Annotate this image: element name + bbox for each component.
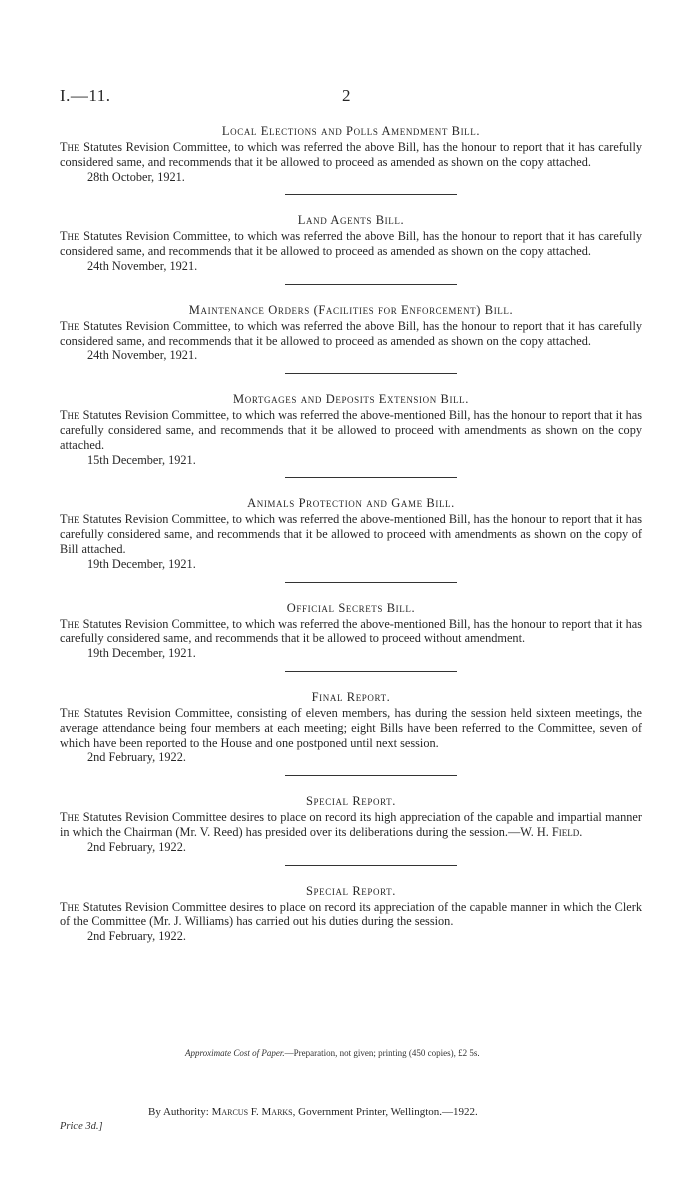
printer-imprint — [148, 1106, 478, 1118]
lead-word: The — [60, 705, 80, 720]
lead-word: The — [60, 899, 80, 914]
report-section — [60, 495, 642, 582]
page-number: 2 — [342, 86, 351, 105]
imprint-suffix: Government Printer, Wellington.—1922. — [298, 1106, 478, 1118]
lead-word: The — [60, 140, 80, 154]
section-body — [60, 229, 642, 259]
body-text: Statutes Revision Committee, to which was referred the above-mentioned Bill, has the honour to report that it has carefully considered same, and recommends that it be allowed to proceed without amendment. — [60, 616, 643, 646]
report-section — [60, 600, 642, 672]
section-divider — [285, 194, 457, 195]
section-body — [60, 617, 642, 647]
section-date: 2nd February, 1922. — [87, 839, 186, 854]
section-body — [60, 408, 642, 452]
section-date: 24th November, 1921. — [87, 258, 198, 273]
section-title: Official Secrets Bill. — [286, 600, 416, 615]
section-body — [60, 810, 642, 840]
section-divider — [285, 284, 457, 285]
section-body — [60, 900, 642, 930]
lead-word: The — [60, 229, 80, 244]
section-title: Mortgages and Deposits Extension Bill. — [233, 392, 469, 407]
section-title: Animals Protection and Game Bill. — [247, 496, 455, 511]
body-text: Statutes Revision Committee desires to place on record its high appreciation of the capable and impartial manner in which the Chairman (Mr. V. Reed) has presided over its deliberations during the session.—W. H. — [60, 810, 642, 839]
section-date: 15th December, 1921. — [87, 452, 196, 467]
section-date: 2nd February, 1922. — [87, 750, 186, 765]
section-title: Land Agents Bill. — [297, 213, 405, 228]
final-report-section — [60, 689, 642, 776]
section-date: 19th December, 1921. — [87, 646, 196, 661]
lead-word: The — [60, 810, 80, 825]
body-text: Statutes Revision Committee, to which was referred the above-mentioned Bill, has the honour to report that it has carefully considered same, and recommends that it be allowed to proceed with amendments as shown on the copy of Bill attached. — [60, 512, 643, 556]
section-divider — [285, 373, 457, 374]
section-date: 28th October, 1921. — [87, 169, 185, 184]
section-date: 24th November, 1921. — [87, 348, 198, 363]
section-divider — [285, 671, 457, 672]
section-body — [60, 512, 642, 556]
price-note: Price 3d.] — [60, 1121, 103, 1132]
section-title: Local Elections and Polls Amendment Bill. — [221, 124, 481, 138]
special-report-section — [60, 793, 642, 865]
report-section — [60, 123, 642, 195]
report-content — [60, 123, 642, 944]
section-date: 2nd February, 1922. — [87, 929, 186, 944]
section-title: Special Report. — [305, 883, 396, 898]
section-divider — [285, 477, 457, 478]
body-text: Statutes Revision Committee desires to place on record its appreciation of the capable manner in which the Clerk of the Committee (Mr. J. Williams) has carried out his duties during the session. — [60, 899, 643, 929]
lead-word: The — [60, 616, 80, 631]
body-text: Statutes Revision Committee, to which was referred the above-mentioned Bill, has the honour to report that it has carefully considered same, and recommends that it be allowed to proceed with amendments as shown on the copy attached. — [60, 408, 643, 452]
cost-of-paper-note — [185, 1048, 480, 1058]
section-divider — [285, 775, 457, 776]
lead-word: The — [60, 408, 80, 423]
report-section — [60, 302, 642, 374]
section-divider — [285, 582, 457, 583]
special-report-section — [60, 883, 642, 944]
paper-reference: I.—11. — [60, 86, 111, 105]
section-title: Final Report. — [311, 689, 391, 704]
body-text: Statutes Revision Committee, to which was referred the above Bill, has the honour to report that it has carefully considered same, and recommends that it be allowed to proceed as amended as shown on the copy attached. — [60, 140, 643, 169]
cost-text: —Preparation, not given; printing (450 copies), £2 5s. — [284, 1048, 480, 1058]
lead-word: The — [60, 512, 80, 527]
signature-name: Field. — [551, 824, 583, 839]
section-body — [60, 706, 642, 750]
section-title: Maintenance Orders (Facilities for Enforcement) Bill. — [188, 302, 514, 317]
report-section — [60, 212, 642, 284]
section-body — [60, 140, 642, 170]
body-text: Statutes Revision Committee, to which was referred the above Bill, has the honour to report that it has carefully considered same, and recommends that it be allowed to proceed as amended as shown on the copy attached. — [60, 318, 643, 348]
section-body — [60, 319, 642, 349]
body-text: Statutes Revision Committee, to which was referred the above Bill, has the honour to report that it has carefully considered same, and recommends that it be allowed to proceed as amended as shown on the copy attached. — [60, 229, 643, 259]
cost-label: Approximate Cost of Paper. — [185, 1048, 285, 1058]
section-divider — [285, 865, 457, 866]
imprint-prefix: By Authority: — [148, 1106, 209, 1118]
printer-name: Marcus F. Marks, — [211, 1106, 296, 1118]
page-header — [60, 86, 640, 108]
section-title: Special Report. — [305, 794, 396, 809]
body-text: Statutes Revision Committee, consisting of eleven members, has during the session held sixteen meetings, the average attendance being four members at each meeting; eight Bills have been referred to the Committee, seven of which have been reported to the House and one postponed until next session. — [60, 705, 642, 750]
section-date: 19th December, 1921. — [87, 556, 196, 571]
lead-word: The — [60, 318, 80, 333]
report-section — [60, 391, 642, 478]
